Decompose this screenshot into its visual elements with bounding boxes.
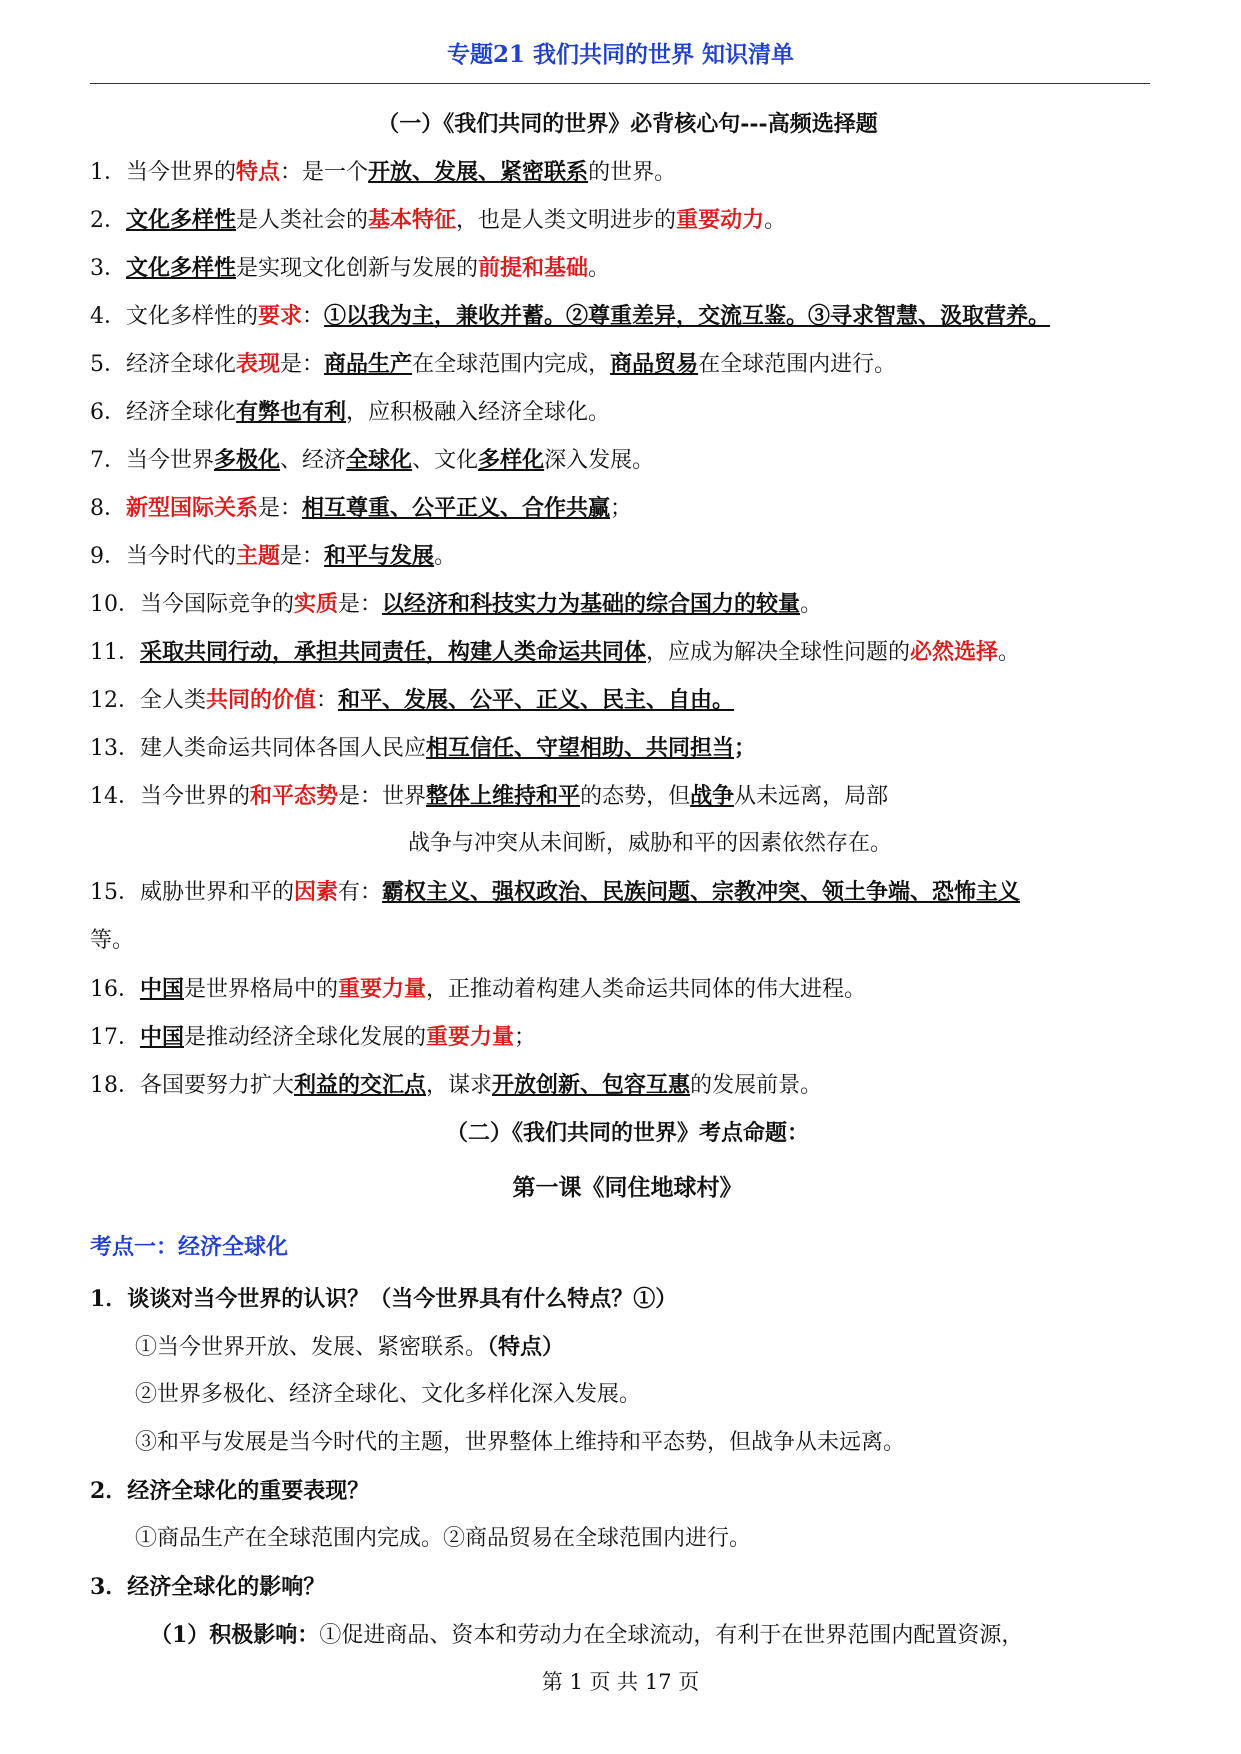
section-heading-2: （二）《我们共同的世界》考点命题： <box>445 1120 809 1146</box>
list-item-9: 9．当今时代的主题是：和平与发展。 <box>90 543 457 569</box>
lesson-heading: 第一课《同住地球村》 <box>512 1174 743 1201</box>
list-item-6: 6．经济全球化有弊也有利，应积极融入经济全球化。 <box>90 399 611 425</box>
document-body <box>90 100 1165 1659</box>
question-3-point-1: （1）积极影响：①促进商品、资本和劳动力在全球流动，有利于在世界范围内配置资源， <box>150 1622 1024 1648</box>
list-item-8: 8．新型国际关系是：相互尊重、公平正义、合作共赢； <box>90 495 633 521</box>
list-item-14: 14．当今世界的和平态势是：世界整体上维持和平的态势，但战争从未远离，局部 <box>90 783 889 809</box>
list-item-10: 10．当今国际竞争的实质是：以经济和科技实力为基础的综合国力的较量。 <box>90 591 823 617</box>
list-item-1: 1．当今世界的特点：是一个开放、发展、紧密联系的世界。 <box>90 159 677 185</box>
question-3-title: 3．经济全球化的影响？ <box>90 1574 326 1600</box>
list-item-13: 13．建人类命运共同体各国人民应相互信任、守望相助、共同担当； <box>90 735 757 761</box>
list-item-5: 5．经济全球化表现是：商品生产在全球范围内完成，商品贸易在全球范围内进行。 <box>90 351 897 377</box>
question-2-answer-1: ①商品生产在全球范围内完成。②商品贸易在全球范围内进行。 <box>135 1526 752 1551</box>
question-2-title: 2．经济全球化的重要表现？ <box>90 1478 370 1504</box>
document-title: 专题21 我们共同的世界 知识清单 <box>446 41 795 68</box>
list-item-15: 15．威胁世界和平的因素有：霸权主义、强权政治、民族问题、宗教冲突、领土争端、恐怖主义 等。 <box>90 879 1021 953</box>
exam-point-heading: 考点一：经济全球化 <box>90 1234 289 1260</box>
list-item-3: 3．文化多样性是实现文化创新与发展的前提和基础。 <box>90 255 611 281</box>
list-item-18: 18．各国要努力扩大利益的交汇点，谋求开放创新、包容互惠的发展前景。 <box>90 1072 823 1098</box>
list-item-17: 17．中国是推动经济全球化发展的重要力量； <box>90 1024 537 1050</box>
list-item-16: 16．中国是世界格局中的重要力量，正推动着构建人类命运共同体的伟大进程。 <box>90 976 867 1002</box>
list-item-4: 4．文化多样性的要求：①以我为主，兼收并蓄。②尊重差异，交流互鉴。③寻求智慧、汲取营养。 <box>90 303 1051 329</box>
list-item-12: 12．全人类共同的价值：和平、发展、公平、正义、民主、自由。 <box>90 687 735 713</box>
list-item-7: 7．当今世界多极化、经济全球化、文化多样化深入发展。 <box>90 447 655 473</box>
question-1-answer-2: ②世界多极化、经济全球化、文化多样化深入发展。 <box>135 1382 642 1407</box>
question-1-answer-3: ③和平与发展是当今时代的主题，世界整体上维持和平态势，但战争从未远离。 <box>135 1430 906 1455</box>
question-1-answer-1: ①当今世界开放、发展、紧密联系。（特点） <box>135 1334 565 1360</box>
list-item-2: 2．文化多样性是人类社会的基本特征，也是人类文明进步的重要动力。 <box>90 207 787 233</box>
list-item-14-continuation: 战争与冲突从未间断，威胁和平的因素依然存在。 <box>408 831 893 856</box>
header-divider <box>90 83 1150 84</box>
section-heading-1: （一）《我们共同的世界》必背核心句---高频选择题 <box>377 111 878 137</box>
question-1-title: 1．谈谈对当今世界的认识？（当今世界具有什么特点？①） <box>90 1286 678 1312</box>
list-item-11: 11．采取共同行动，承担共同责任，构建人类命运共同体，应成为解决全球性问题的必然选择。 <box>90 639 1021 665</box>
page-number: 第 1 页 共 17 页 <box>541 1670 700 1694</box>
